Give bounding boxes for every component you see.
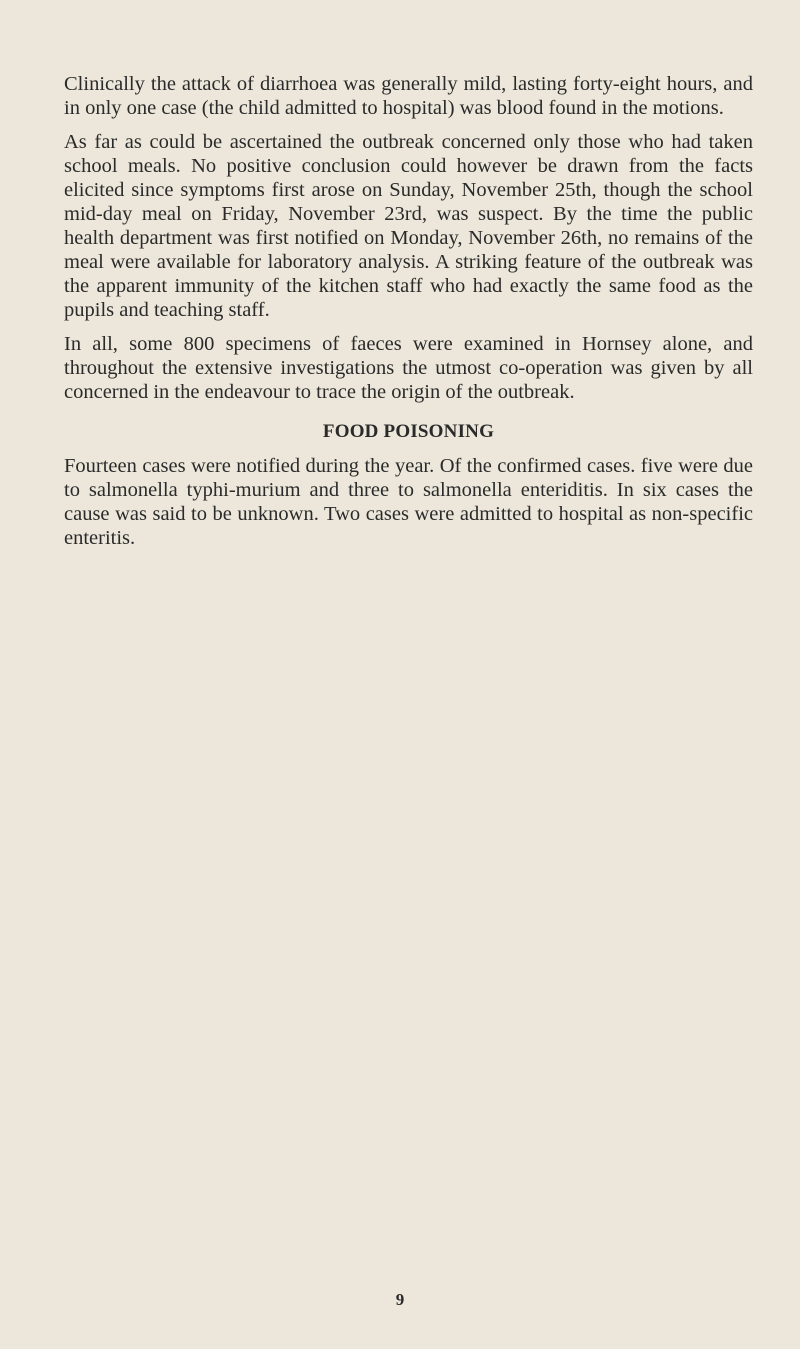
paragraph-food-poisoning-cases: Fourteen cases were notified during the year. Of the confirmed cases. five were due to salmonella typhi-murium and three to salmonella enteriditis. In six cases the cause was said to be unknown. Two cases were admitted to hospital as non-specific enteritis. <box>64 455 753 549</box>
paragraph-outbreak-school-meals: As far as could be ascertained the outbreak concerned only those who had taken school meals. No positive conclusion could however be drawn from the facts elicited since symptoms first arose on Sunday, November 25th, though the school mid-day meal on Friday, November 23rd, was suspect. By the time the public health department was first notified on Monday, November 26th, no remains of the meal were available for laboratory analysis. A striking feature of the outbreak was the apparent immunity of the kitchen staff who had exactly the same food as the pupils and teaching staff. <box>64 131 753 321</box>
paragraph-specimens-examined: In all, some 800 specimens of faeces were examined in Hornsey alone, and throughout the extensive investigations the utmost co-operation was given by all concerned in the endeavour to trace the origin of the outbreak. <box>64 333 753 403</box>
section-heading-food-poisoning: FOOD POISONING <box>322 421 495 442</box>
document-page <box>64 72 753 560</box>
page-number: 9 <box>395 1290 405 1309</box>
paragraph-clinical-attack: Clinically the attack of diarrhoea was generally mild, lasting forty-eight hours, and in only one case (the child admitted to hospital) was blood found in the motions. <box>64 73 753 119</box>
